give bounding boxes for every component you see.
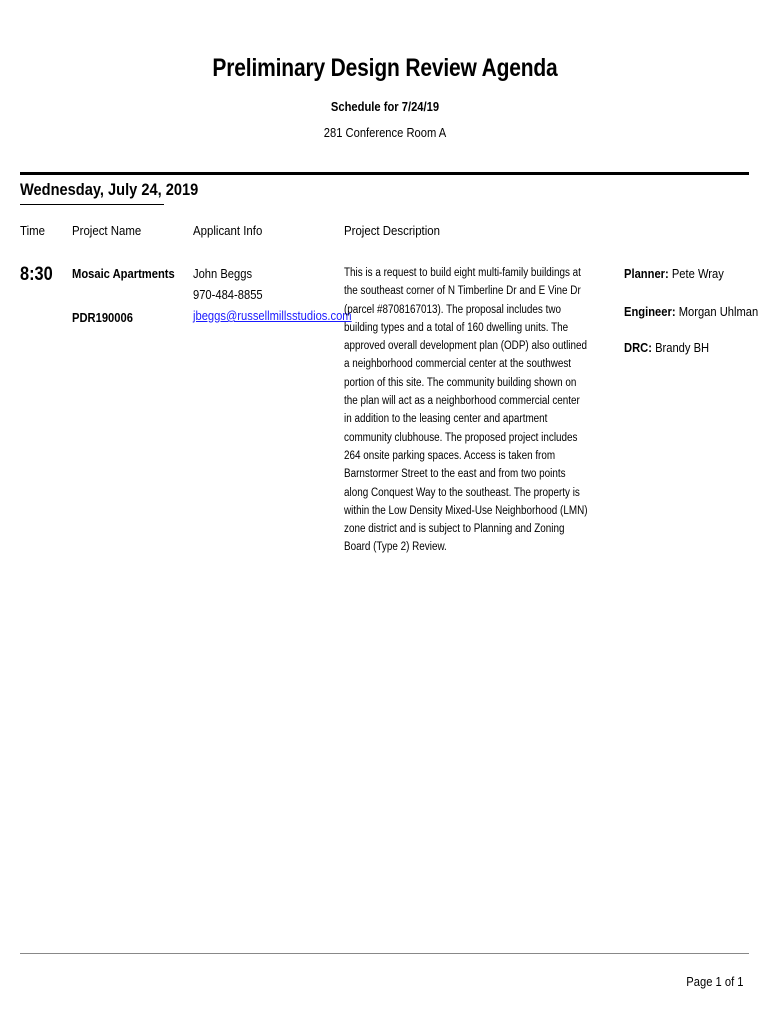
drc-line xyxy=(624,340,709,355)
column-header-time: Time xyxy=(20,223,45,238)
engineer-label: Engineer: xyxy=(624,304,676,319)
day-heading-underline xyxy=(20,204,164,205)
page-number: Page 1 of 1 xyxy=(685,974,743,989)
page-title: Preliminary Design Review Agenda xyxy=(212,54,558,82)
day-heading: Wednesday, July 24, 2019 xyxy=(20,180,199,199)
project-id: PDR190006 xyxy=(72,310,133,325)
project-description: This is a request to build eight multi-family buildings at the southeast corner of N Timberline Dr and E Vine Dr (parcel #8708167013). The proposal includes two building types and a total of 160 dwelling units. The approved overall development plan (ODP) also outlined a neighborhood commercial center at the southwest portion of this site. The community building shown on the plan will act as a neighborhood commercial center in addition to the leasing center and apartment community clubhouse. The proposed project includes 264 onsite parking spaces. Access is taken from Barnstormer Street to the east and from two points along Conquest Way to the southeast. The property is within the Low Density Mixed-Use Neighborhood (LMN) zone district and is subject to Planning and Zoning Board (Type 2) Review. xyxy=(344,267,588,554)
schedule-date: Schedule for 7/24/19 xyxy=(330,99,440,114)
project-name: Mosaic Apartments xyxy=(72,266,175,281)
planner-name: Pete Wray xyxy=(671,266,724,281)
section-divider xyxy=(20,172,749,175)
engineer-name: Morgan Uhlman xyxy=(678,304,759,319)
column-header-project-name: Project Name xyxy=(72,223,142,238)
engineer-line xyxy=(624,304,758,319)
drc-name: Brandy BH xyxy=(655,340,710,355)
applicant-email-link[interactable]: jbeggs@russellmillsstudios.com xyxy=(193,308,352,323)
drc-label: DRC: xyxy=(624,340,652,355)
column-header-project-description: Project Description xyxy=(344,223,441,238)
applicant-name: John Beggs xyxy=(193,266,253,281)
planner-label: Planner: xyxy=(624,266,669,281)
agenda-time: 8:30 xyxy=(20,264,53,285)
meeting-location: 281 Conference Room A xyxy=(323,125,447,140)
applicant-phone: 970-484-8855 xyxy=(193,287,263,302)
column-header-applicant-info: Applicant Info xyxy=(193,223,263,238)
footer-divider xyxy=(20,953,749,954)
planner-line xyxy=(624,266,724,281)
